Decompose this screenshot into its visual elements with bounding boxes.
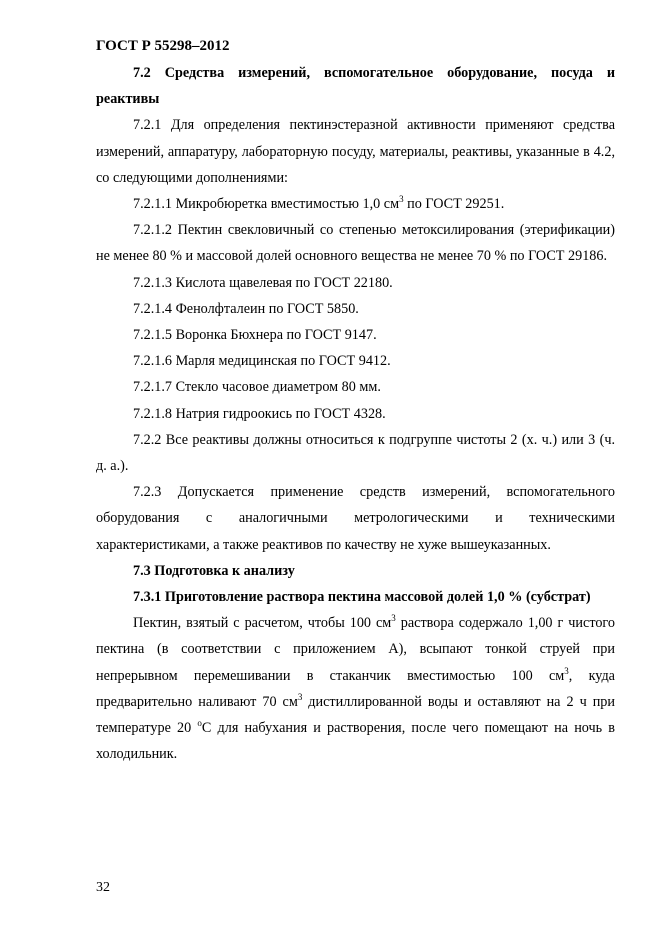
- text-fragment: раствора содержало 1,00 г чистого пектина (в соответствии с приложением А), всыпают тонкой струей при непрерывном перемешивании в стаканчик вместимостью 100 см: [96, 615, 615, 684]
- superscript: 3: [391, 613, 396, 624]
- paragraph-7-2-1-7: 7.2.1.7 Стекло часовое диаметром 80 мм.: [133, 379, 381, 396]
- paragraph-7-2-3: 7.2.3 Допускается применение средств измерений, вспомогательного оборудования с аналогичными метрологическими и техническими характеристиками, а также реактивов по качеству не хуже вышеуказанных.: [96, 484, 615, 553]
- paragraph-7-2-1-1: [96, 191, 615, 217]
- paragraph-pectin-preparation: [96, 610, 615, 767]
- section-7-3-heading: 7.3 Подготовка к анализу: [133, 562, 295, 579]
- text-fragment: С для набухания и растворения, после чего помещают на ночь в холодильник.: [96, 720, 615, 763]
- document-header: ГОСТ Р 55298–2012: [96, 38, 230, 54]
- text-fragment: , куда предварительно наливают 70 см: [96, 667, 615, 710]
- superscript: 3: [399, 194, 404, 205]
- text-fragment: 7.2.1.1 Микробюретка вместимостью 1,0 см: [133, 196, 400, 213]
- document-body: [96, 60, 615, 767]
- superscript: 3: [564, 665, 569, 676]
- section-7-3-1-heading: 7.3.1 Приготовление раствора пектина массовой долей 1,0 % (субстрат): [133, 589, 591, 606]
- text-fragment: Пектин, взятый с расчетом, чтобы 100 см: [133, 615, 392, 632]
- paragraph-7-2-1-2: 7.2.1.2 Пектин свекловичный со степенью метоксилирования (этерификации) не менее 80 % и массовой долей основного вещества не менее 70 % по ГОСТ 29186.: [96, 222, 615, 265]
- paragraph-7-2-1-8: 7.2.1.8 Натрия гидроокись по ГОСТ 4328.: [133, 405, 386, 422]
- paragraph-7-2-1: 7.2.1 Для определения пектинэстеразной активности применяют средства измерений, аппаратуру, лабораторную посуду, материалы, реактивы, указанные в 4.2, со следующими дополнениями:: [96, 117, 615, 186]
- text-fragment: по ГОСТ 29251.: [403, 196, 505, 213]
- paragraph-7-2-1-3: 7.2.1.3 Кислота щавелевая по ГОСТ 22180.: [133, 274, 393, 291]
- text-fragment: дистиллированной воды и оставляют на 2 ч при температуре 20: [96, 693, 615, 737]
- superscript: 3: [297, 691, 303, 702]
- paragraph-7-2-1-6: 7.2.1.6 Марля медицинская по ГОСТ 9412.: [133, 353, 391, 370]
- section-7-2-heading: 7.2 Средства измерений, вспомогательное оборудование, посуда и реактивы: [96, 65, 615, 108]
- page-number: 32: [96, 880, 110, 895]
- paragraph-7-2-1-4: 7.2.1.4 Фенолфталеин по ГОСТ 5850.: [133, 300, 359, 317]
- superscript: о: [197, 718, 202, 729]
- paragraph-7-2-2: 7.2.2 Все реактивы должны относиться к подгруппе чистоты 2 (х. ч.) или 3 (ч. д. а.).: [96, 431, 615, 475]
- paragraph-7-2-1-5: 7.2.1.5 Воронка Бюхнера по ГОСТ 9147.: [133, 327, 377, 344]
